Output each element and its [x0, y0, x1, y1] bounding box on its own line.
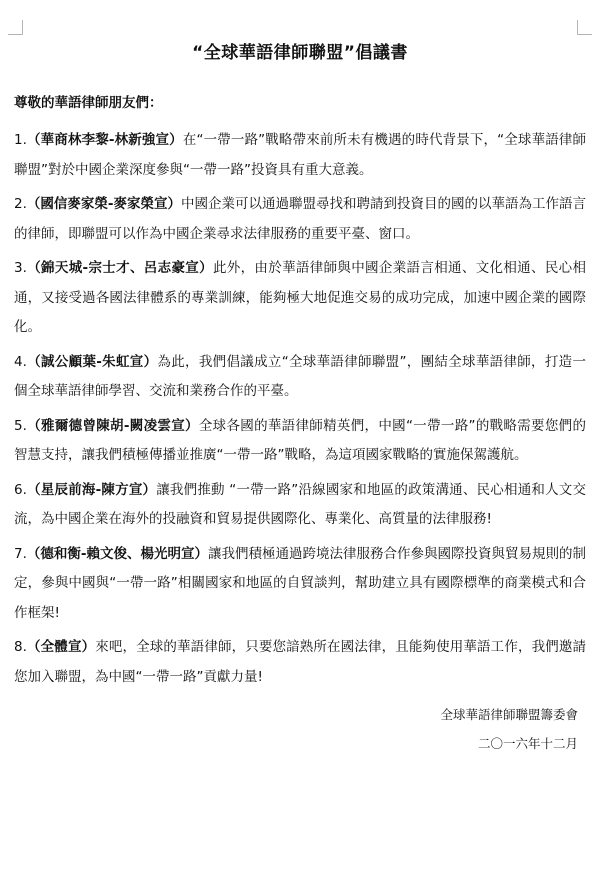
signature-organization: 全球華語律師聯盟籌委會 [440, 707, 578, 722]
document-page [14, 38, 586, 758]
paragraph-text: 中國企業可以通過聯盟尋找和聘請到投資目的國的以華語為工作語言的律師，即聯盟可以作為中國企業尋求法律服務的重要平臺、窗口。 [14, 196, 586, 242]
paragraph-number: 3. [14, 260, 27, 276]
paragraph-number: 6. [14, 481, 27, 498]
page-corner-mark-left [8, 20, 23, 35]
greeting: 尊敬的華語律師朋友們： [14, 95, 163, 111]
document-title: “全球華語律師聯盟”倡議書 [192, 43, 408, 63]
paragraph-3 [14, 254, 586, 343]
paragraph-2 [14, 190, 586, 249]
paragraph-number: 2. [14, 196, 27, 212]
paragraph-4 [14, 348, 586, 407]
signature-block [14, 700, 586, 758]
paragraph-text: 讓我們積極通過跨境法律服務合作參與國際投資與貿易規則的制定，參與中國與“一帶一路”相關國家和地區的自貿談判，幫助建立具有國際標準的商業模式和合作框架! [14, 545, 586, 621]
paragraph-number: 5. [14, 417, 27, 434]
paragraph-5 [14, 412, 586, 471]
paragraph-text: 讓我們推動 “一帶一路”沿線國家和地區的政策溝通、民心相通和人文交流，為中國企業在海外的投融資和貿易提供國際化、專業化、高質量的法律服務! [14, 481, 587, 527]
paragraph-text: 此外，由於華語律師與中國企業語言相通、文化相通、民心相通，又接受過各國法律體系的專業訓練，能夠極大地促進交易的成功完成，加速中國企業的國際化。 [14, 260, 586, 335]
signature-date: 二〇一六年十二月 [477, 736, 578, 751]
paragraph-speaker: （德和衡-賴文俊、楊光明宣） [26, 545, 208, 562]
paragraph-text: 全球各國的華語律師精英們，中國“一帶一路”的戰略需要您們的智慧支持，讓我們積極傳播並推廣“一帶一路”戰略，為這項國家戰略的實施保駕護航。 [14, 417, 586, 463]
paragraph-speaker: （雅爾德曾陳胡-闕凌雲宣） [26, 417, 199, 434]
paragraph-6 [14, 476, 586, 535]
paragraph-speaker: （華商林李黎-林新強宣） [26, 132, 183, 148]
paragraph-speaker: （誠公顧葉-朱虹宣） [26, 353, 158, 370]
paragraph-7 [14, 540, 586, 629]
paragraph-number: 8. [14, 639, 27, 655]
paragraph-1 [14, 126, 586, 185]
paragraph-speaker: （全體宣） [26, 639, 96, 655]
paragraph-speaker: （錦天城-宗士才、呂志豪宣） [26, 260, 213, 276]
paragraph-text: 在“一帶一路”戰略帶來前所未有機遇的時代背景下，“全球華語律師聯盟”對於中國企業深度參與“一帶一路”投資具有重大意義。 [14, 132, 586, 178]
paragraph-text: 來吧，全球的華語律師，只要您諳熟所在國法律，且能夠使用華語工作，我們邀請您加入聯盟，為中國“一帶一路”貢獻力量! [14, 639, 587, 685]
page-corner-mark-right [577, 20, 592, 35]
paragraph-speaker: （國信麥家榮-麥家榮宣） [26, 196, 181, 212]
paragraph-number: 7. [14, 545, 27, 562]
paragraph-8 [14, 633, 586, 692]
paragraph-number: 1. [14, 132, 27, 148]
paragraph-speaker: （星辰前海-陳方宣） [26, 481, 157, 498]
paragraph-text: 為此，我們倡議成立“全球華語律師聯盟”，團結全球華語律師，打造一個全球華語律師學習、交流和業務合作的平臺。 [14, 353, 586, 399]
paragraph-number: 4. [14, 353, 27, 370]
